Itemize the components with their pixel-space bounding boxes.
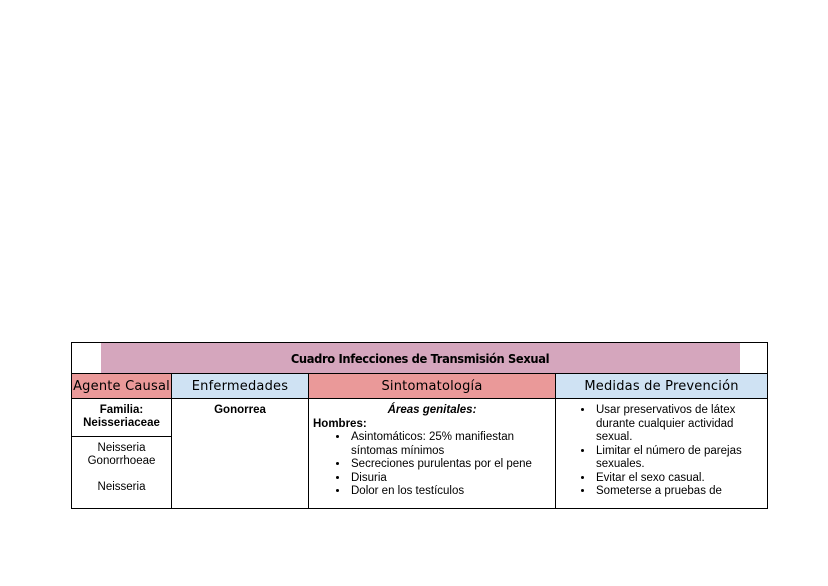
symptoms-cell: [309, 399, 556, 509]
species-name: Gonorrhoeae: [87, 455, 156, 467]
family-block: [72, 399, 171, 437]
family-label: Familia:: [99, 404, 144, 416]
list-item: • Usar preservativos de látex durante cualquier actividad sexual.: [594, 404, 763, 445]
species-genus: Neisseria: [97, 442, 146, 454]
symptom-list: [313, 431, 551, 499]
disease-name: Gonorrea: [214, 404, 266, 416]
symptom-area: Áreas genitales:: [387, 404, 477, 416]
list-item: • Evitar el sexo casual.: [594, 472, 763, 486]
list-item: • Asintomáticos: 25% manifiestan síntomas mínimos: [349, 431, 551, 458]
prevention-list: [556, 404, 763, 499]
table-row: [72, 399, 768, 509]
table-title: [99, 343, 739, 374]
header-agent: Agente Causal: [72, 374, 172, 399]
sti-table: [71, 342, 768, 509]
header-symptoms: Sintomatología: [309, 374, 556, 399]
disease-cell: [172, 399, 309, 509]
list-item: • Dolor en los testículos: [349, 485, 551, 499]
list-item: • Disuria: [349, 472, 551, 486]
symptom-subgroup: Hombres:: [313, 417, 367, 430]
species-genus-2: Neisseria: [97, 481, 146, 493]
header-diseases: Enfermedades: [172, 374, 309, 399]
list-item: • Someterse a pruebas de: [594, 485, 763, 499]
list-item: • Limitar el número de parejas sexuales.: [594, 445, 763, 472]
prevention-cell: [556, 399, 768, 509]
agent-cell: [72, 399, 172, 509]
family-name: Neisseriaceae: [83, 417, 160, 429]
species-block: [72, 437, 171, 494]
list-item: • Secreciones purulentas por el pene: [349, 458, 551, 472]
table-title-text: Cuadro Infecciones de Transmisión Sexual: [290, 350, 549, 366]
header-prevention: Medidas de Prevención: [556, 374, 768, 399]
